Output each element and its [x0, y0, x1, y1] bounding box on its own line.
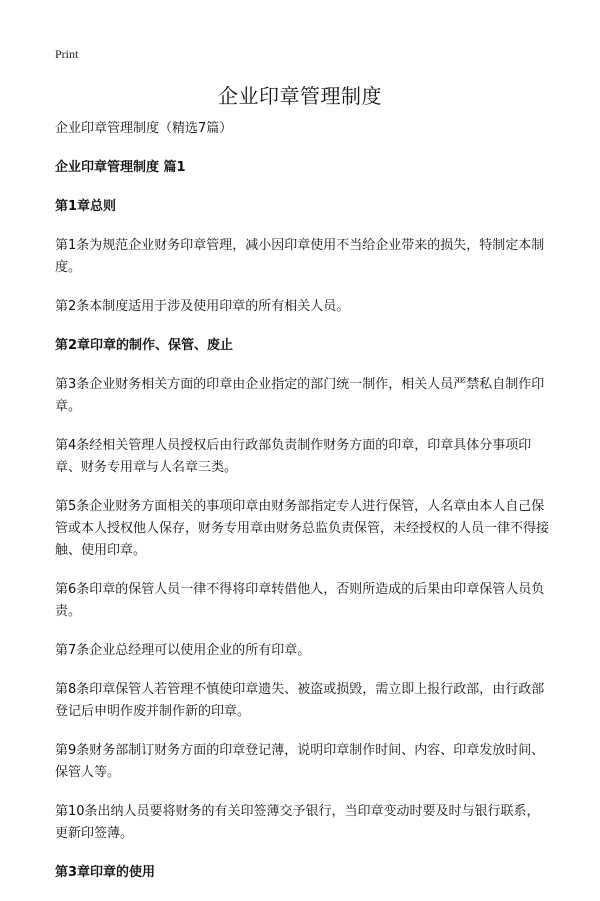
section-heading: 第2章印章的制作、保管、废止 [55, 338, 234, 353]
page-title: 企业印章管理制度 [218, 84, 382, 108]
document-body [55, 118, 550, 901]
paragraph: 第6条印章的保管人员一律不得将印章转借他人，否则所造成的后果由印章保管人员负责。 [55, 582, 545, 619]
paragraph: 第2条本制度适用于涉及使用印章的所有相关人员。 [55, 299, 350, 314]
print-link[interactable]: Print [55, 47, 79, 61]
paragraph: 第4条经相关管理人员授权后由行政部负责制作财务方面的印章，印章具体分事项印章、财务专用章与人名章三类。 [55, 438, 532, 475]
paragraph: 第5条企业财务方面相关的事项印章由财务部指定专人进行保管，人名章由本人自己保管或本人授权他人保存，财务专用章由财务总监负责保管，未经授权的人员一律不得接触、使用印章。 [55, 499, 550, 558]
paragraph: 第1条为规范企业财务印章管理，减小因印章使用不当给企业带来的损失，特制定本制度。 [55, 238, 545, 275]
paragraph: 第9条财务部制订财务方面的印章登记薄，说明印章制作时间、内容、印章发放时间、保管人等。 [55, 743, 545, 780]
paragraph: 第8条印章保管人若管理不慎使印章遗失、被盗或损毁，需立即上报行政部，由行政部登记后申明作废并制作新的印章。 [55, 682, 545, 719]
section-heading: 第1章总则 [55, 199, 117, 214]
document-subtitle: 企业印章管理制度（精选7篇） [55, 121, 233, 136]
document-sections [55, 157, 550, 884]
paragraph: 第3条企业财务相关方面的印章由企业指定的部门统一制作，相关人员严禁私自制作印章。 [55, 377, 545, 414]
section-heading: 第3章印章的使用 [55, 865, 156, 880]
section-heading: 企业印章管理制度 篇1 [55, 160, 186, 175]
paragraph: 第7条企业总经理可以使用企业的所有印章。 [55, 643, 311, 658]
paragraph: 第10条出纳人员要将财务的有关印签薄交予银行，当印章变动时要及时与银行联系，更新印签薄。 [55, 804, 540, 841]
